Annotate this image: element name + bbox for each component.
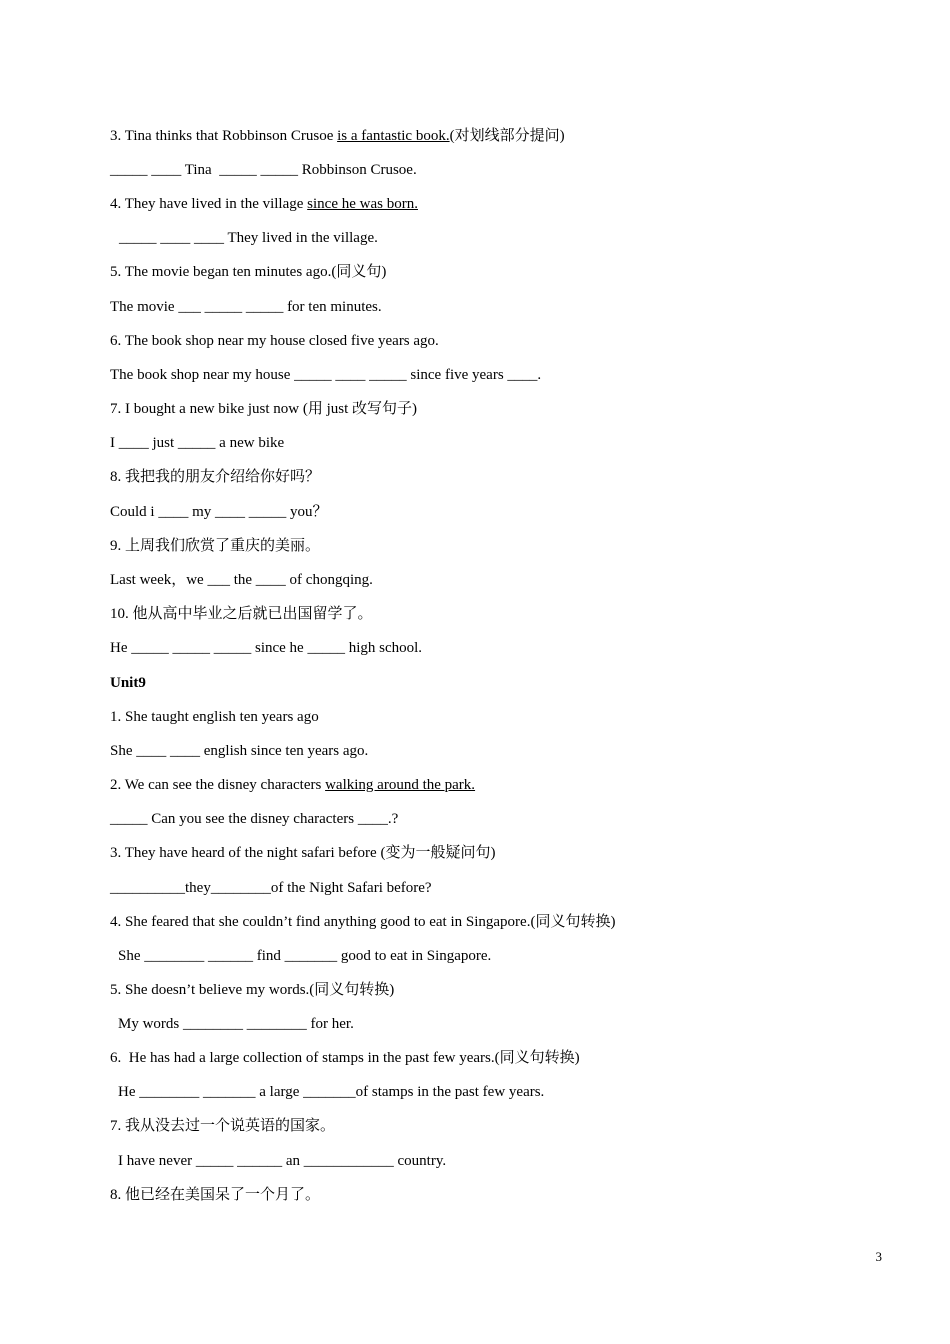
answer-line: _____ Can you see the disney characters ____.? <box>110 811 399 827</box>
question-line: 8. 我把我的朋友介绍给你好吗？ <box>110 469 321 485</box>
answer-line: I have never _____ ______ an ____________ country. <box>118 1153 447 1169</box>
answer-line: __________they________of the Night Safari before? <box>110 880 432 896</box>
page-number: 3 <box>875 1249 882 1264</box>
answer-line: The movie ___ _____ _____ for ten minutes. <box>110 299 382 315</box>
answer-line: Could i ____ my ____ _____ you？ <box>110 504 328 520</box>
answer-line: Last week，we ___ the ____ of chongqing. <box>110 572 373 588</box>
question-line <box>110 125 565 147</box>
question-line: 5. She doesn’t believe my words.(同义句转换) <box>110 982 395 998</box>
instruction-text: (对划线部分提问) <box>449 128 565 144</box>
underlined-phrase: walking around the park. <box>325 777 476 793</box>
question-line: 3. They have heard of the night safari before (变为一般疑问句) <box>110 845 496 861</box>
question-line <box>110 774 475 796</box>
question-line: 6. The book shop near my house closed five years ago. <box>110 333 439 349</box>
question-line: 8. 他已经在美国呆了一个月了。 <box>110 1187 321 1203</box>
question-line: 1. She taught english ten years ago <box>110 709 319 725</box>
answer-line: I ____ just _____ a new bike <box>110 435 285 451</box>
answer-line: My words ________ ________ for her. <box>118 1016 354 1032</box>
question-line: 6. He has had a large collection of stamps in the past few years.(同义句转换) <box>110 1050 580 1066</box>
question-line: 9. 上周我们欣赏了重庆的美丽。 <box>110 538 321 554</box>
answer-line: He ________ _______ a large _______of stamps in the past few years. <box>118 1084 545 1100</box>
answer-line: She ________ ______ find _______ good to eat in Singapore. <box>118 948 492 964</box>
answer-line: _____ ____ Tina _____ _____ Robbinson Crusoe. <box>110 162 417 178</box>
section-heading: Unit9 <box>110 675 146 691</box>
question-line: 7. I bought a new bike just now (用 just 改写句子) <box>110 401 418 417</box>
question-line <box>110 193 418 215</box>
underlined-phrase: since he was born. <box>307 196 418 212</box>
answer-line: _____ ____ ____ They lived in the village. <box>119 230 378 246</box>
answer-line: She ____ ____ english since ten years ago. <box>110 743 369 759</box>
question-line: 4. She feared that she couldn’t find anything good to eat in Singapore.(同义句转换) <box>110 914 616 930</box>
question-line: 5. The movie began ten minutes ago.(同义句) <box>110 264 387 280</box>
answer-line: The book shop near my house _____ ____ _____ since five years ____. <box>110 367 542 383</box>
question-text: 3. Tina thinks that Robbinson Crusoe <box>110 128 338 144</box>
question-line: 10. 他从高中毕业之后就已出国留学了。 <box>110 606 373 622</box>
answer-line: He _____ _____ _____ since he _____ high school. <box>110 640 423 656</box>
question-text: 2. We can see the disney characters <box>110 777 326 793</box>
underlined-phrase: is a fantastic book. <box>337 128 450 144</box>
question-line: 7. 我从没去过一个说英语的国家。 <box>110 1118 336 1134</box>
question-text: 4. They have lived in the village <box>110 196 308 212</box>
